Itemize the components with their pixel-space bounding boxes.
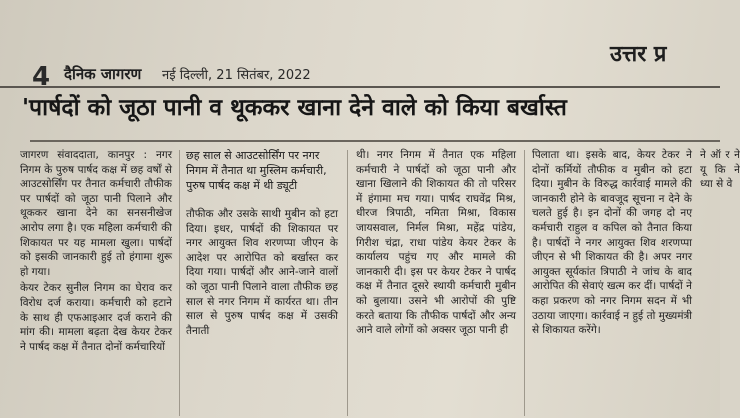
- subheadline: छह साल से आउटसोर्सिंग पर नगर निगम में तैनात था मुस्लिम कर्मचारी, पुरुष पार्षद कक्ष में थी ड्यूटी: [186, 149, 327, 192]
- paragraph: पिलाता था। इसके बाद, केयर टेकर ने दोनों कर्मियों तौफीक व मुबीन को हटा दिया। मुबीन के विरुद्ध कार्रवाई मामले की जानकारी होने के बावजूद सूचना न देने के चलते हुई है। इन दोनों की जगह दो नए कर्मचारी राहुल व कपिल को तैनात किया है। पार्षदों ने नगर आयुक्त शिव शरणप्पा जीएन से भी शिकायत की है। अपर नगर आयुक्त सूर्यकांत त्रिपाठी ने जांच के बाद आरोपित की सेवाएं खत्म कर दीं। पार्षदों ने कहा प्रकरण को नगर निगम सदन में भी उठाया जाएगा। कार्रवाई न हुई तो मुख्यमंत्री से शिकायत करेंगे।: [532, 149, 692, 337]
- article-column-2: [186, 148, 338, 418]
- paragraph: तौफीक और उसके साथी मुबीन को हटा दिया। इधर, पार्षदों की शिकायत पर नगर आयुक्त शिव शरणप्पा जीएन के आदेश पर आरोपित को बर्खास्त कर दिया गया। पार्षदों और आने-जाने वालों को जूठा पानी पिलाने वाला तौफीक छह साल से नगर निगम में कार्यरत था। तीन साल से पुरुष पार्षद कक्ष में उसकी तैनाती: [186, 208, 338, 337]
- column-divider: [179, 150, 180, 416]
- column-divider: [347, 150, 348, 416]
- paragraph: ने ऑ र ने यू कि ने ध्या से वे: [700, 149, 740, 191]
- article-column-3: [356, 148, 516, 418]
- paragraph: केयर टेकर सुनील निगम का घेराव कर विरोध दर्ज कराया। कर्मचारी को हटाने के साथ ही एफआइआर दर्ज कराने की मांग की। मामला बढ़ता देख केयर टेकर ने पार्षद कक्ष में तैनात दोनों कर्मचारियों: [20, 282, 172, 353]
- dateline: नई दिल्ली, 21 सितंबर, 2022: [162, 68, 311, 83]
- paper-name: दैनिक जागरण: [64, 65, 142, 83]
- article-column-4: [532, 148, 692, 418]
- article-column-5-cropped: [700, 148, 740, 418]
- headline-rule: [30, 140, 720, 142]
- section-title: उत्तर प्र: [610, 42, 667, 67]
- page-number: 4: [32, 62, 51, 92]
- paragraph: थी। नगर निगम में तैनात एक महिला कर्मचारी ने पार्षदों को जूठा पानी और खाना खिलाने की शिकायत की तो परिसर में हंगामा मच गया। पार्षद राघवेंद्र मिश्र, धीरज त्रिपाठी, नमिता मिश्रा, विकास जायसवाल, निर्मल मिश्रा, महेंद्र पांडेय, गिरीश चंद्रा, राधा पांडेय केयर टेकर के कार्यालय पहुंच गए और मामले की जानकारी दी। इस पर केयर टेकर ने पार्षद कक्ष में तैनात दूसरे स्थायी कर्मचारी मुबीन को बुलाया। उसने भी आरोपों की पुष्टि करते बताया कि तौफीक पार्षदों और अन्य आने वाले लोगों को अक्सर जूठा पानी ही: [356, 149, 516, 337]
- column-divider: [524, 150, 525, 416]
- paragraph: जागरण संवाददाता, कानपुर : नगर निगम के पुरुष पार्षद कक्ष में छह वर्षों से आउटसोर्सिंग पर तैनात कर्मचारी तौफीक पर पार्षदों को जूठा पानी पिलाने और थूककर खाना देने का सनसनीखेज आरोप लगा है। एक महिला कर्मचारी की शिकायत पर यह मामला खुला। पार्षदों को इसकी जानकारी हुई तो हंगामा शुरू हो गया।: [20, 149, 172, 278]
- headline: 'पार्षदों को जूठा पानी व थूककर खाना देने वाले को किया बर्खास्त: [22, 95, 567, 121]
- article-column-1: [20, 148, 172, 418]
